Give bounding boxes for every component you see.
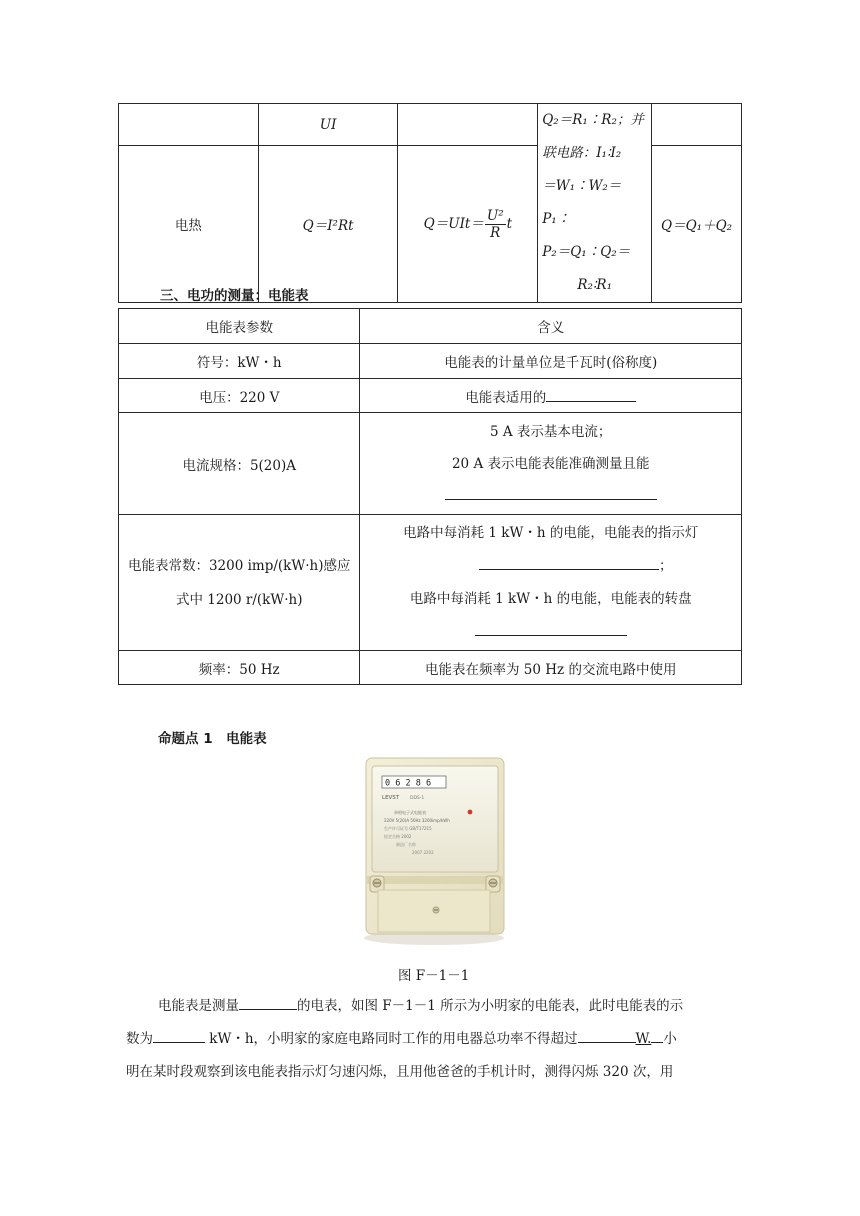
electricity-meter-icon (352, 752, 512, 948)
heat-total-formula: Q＝Q₁＋Q₂ (652, 146, 742, 303)
paragraph-text: 电能表是测量 (158, 998, 239, 1014)
formula-table (118, 103, 742, 303)
meter-table (118, 308, 742, 685)
topic-heading: 命题点 1 电能表 (158, 731, 267, 747)
fill-blank (475, 621, 627, 636)
table1-empty-cell (119, 104, 259, 146)
paragraph-line (126, 1023, 742, 1056)
meter-display: 0 6 2 8 6 (385, 778, 432, 789)
paragraph-text: 小 (663, 1031, 677, 1047)
question-paragraph (126, 990, 742, 1089)
meaning-line: 电路中每消耗 1 kW・h 的电能，电能表的指示灯 (403, 524, 699, 541)
fraction-numerator: U² (486, 207, 504, 224)
meaning-cell: 电能表在频率为 50 Hz 的交流电路中使用 (360, 651, 742, 685)
paragraph-text: 数为 (126, 1031, 153, 1047)
svg-text:LEVST: LEVST (382, 795, 400, 801)
table1-ui-cell: UI (258, 104, 398, 146)
paragraph-line: 明在某时段观察到该电能表指示灯匀速闪烁，且用他爸爸的手机计时，测得闪烁 320 次，用 (126, 1064, 674, 1080)
electricity-meter-photo (352, 752, 512, 948)
fill-blank (651, 1028, 663, 1043)
relation-line: Q₂＝R₁∶R₂；并 (542, 112, 644, 128)
param-line: 电能表常数：3200 imp/(kW·h)感应 (127, 557, 351, 574)
meaning-line (366, 550, 735, 583)
meaning-cell (360, 379, 742, 413)
formula-prefix: Q＝UIt＝ (423, 215, 484, 232)
meter-label-line: 220V 5(20)A 50Hz 3200imp/kWh (384, 818, 450, 823)
fill-blank (479, 555, 659, 570)
fill-blank-line (366, 616, 735, 649)
fill-blank (153, 1028, 205, 1043)
section-heading: 三、电功的测量：电能表 (160, 288, 309, 304)
relation-line: ＝W₁∶W₂＝P₁∶ (542, 178, 622, 227)
table-header-param: 电能表参数 (119, 309, 360, 344)
figure-caption: 图 F－1－1 (398, 968, 470, 984)
paragraph-text: 的电表，如图 F－1－1 所示为小明家的电能表，此时电能表的示 (297, 998, 684, 1014)
meaning-line: 电路中每消耗 1 kW・h 的电能，电能表的转盘 (409, 590, 692, 607)
table-header-meaning: 含义 (360, 309, 742, 344)
heat-formula-1: Q＝I²Rt (258, 146, 398, 303)
table1-empty-cell (398, 104, 538, 146)
meter-model: DDS-1 (410, 796, 425, 801)
table1-empty-cell (652, 104, 742, 146)
meaning-cell: 电能表的计量单位是千瓦时(俗称度) (360, 344, 742, 379)
heat-formula-2 (398, 146, 538, 303)
meaning-text: 电能表适用的 (465, 389, 547, 406)
paragraph-line (126, 990, 742, 1023)
param-cell: 电压：220 V (119, 379, 360, 413)
meaning-line: 5 A 表示基本电流； (490, 423, 612, 440)
fraction (485, 208, 506, 241)
relation-line: 联电路：I₁∶I₂ (542, 145, 622, 161)
table1-relation-cell (538, 104, 652, 303)
meter-label-line: 制造厂名称 (396, 842, 416, 847)
relation-line: P₂＝Q₁∶Q₂＝ (542, 244, 631, 260)
meter-label-line: 检定合格 2002 (384, 834, 412, 839)
meaning-punct: ； (658, 557, 673, 574)
param-cell: 符号：kW・h (119, 344, 360, 379)
electric-heat-label: 电热 (119, 146, 259, 303)
meter-label-line: 单相电子式电能表 (394, 810, 426, 815)
meter-label-line: 2007 2202 (412, 850, 434, 855)
fill-blank (578, 1028, 636, 1043)
paragraph-text: kW・h，小明家的家庭电路同时工作的用电器总功率不得超过 (205, 1031, 578, 1047)
meaning-cell (360, 413, 742, 515)
param-line: 式中 1200 r/(kW·h) (175, 591, 303, 608)
fill-blank (546, 387, 636, 402)
paragraph-text: W. (635, 1031, 652, 1047)
param-cell: 电流规格：5(20)A (119, 413, 360, 515)
relation-line: R₂∶R₁ (577, 277, 612, 293)
fill-blank-line (366, 480, 735, 512)
fraction-denominator: R (490, 224, 501, 241)
fill-blank (239, 995, 297, 1010)
param-cell: 频率：50 Hz (119, 651, 360, 685)
param-cell (119, 515, 360, 651)
meter-label-line: 生产许可证号 GB/T17215 (384, 826, 432, 831)
meaning-cell (360, 515, 742, 651)
fill-blank (445, 485, 657, 500)
meaning-line: 20 A 表示电能表能准确测量且能 (451, 455, 650, 472)
formula-suffix: t (506, 215, 513, 232)
